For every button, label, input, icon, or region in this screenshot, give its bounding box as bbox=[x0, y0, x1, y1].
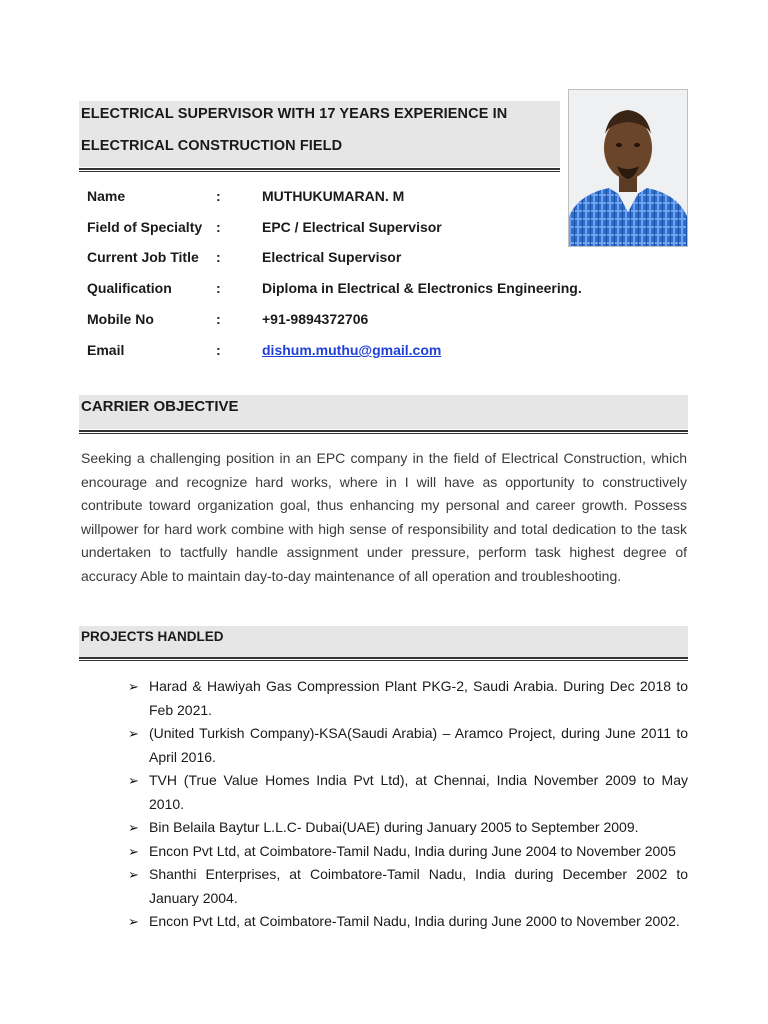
detail-label: Field of Specialty bbox=[87, 219, 203, 235]
objective-section-header bbox=[79, 395, 688, 429]
detail-colon: : bbox=[216, 342, 221, 358]
detail-colon: : bbox=[216, 311, 221, 327]
project-text: (United Turkish Company)-KSA(Saudi Arabia) – Aramco Project, during June 2011 to April 2016. bbox=[149, 725, 688, 765]
list-item bbox=[128, 816, 688, 840]
detail-colon: : bbox=[216, 219, 221, 235]
detail-value: Diploma in Electrical & Electronics Engineering. bbox=[262, 280, 582, 296]
detail-row-mobile bbox=[87, 311, 707, 333]
project-text: Encon Pvt Ltd, at Coimbatore-Tamil Nadu, India during June 2004 to November 2005 bbox=[149, 842, 676, 859]
projects-heading: PROJECTS HANDLED bbox=[81, 629, 224, 644]
list-item bbox=[128, 769, 688, 816]
list-item bbox=[128, 910, 688, 934]
detail-row-email bbox=[87, 342, 707, 364]
email-link[interactable]: dishum.muthu@gmail.com bbox=[262, 342, 442, 358]
headline-divider bbox=[79, 168, 560, 170]
detail-colon: : bbox=[216, 249, 221, 265]
objective-divider bbox=[79, 430, 688, 432]
arrow-bullet-icon: ➢ bbox=[128, 679, 139, 694]
detail-value: EPC / Electrical Supervisor bbox=[262, 219, 442, 235]
detail-value: Electrical Supervisor bbox=[262, 249, 402, 265]
projects-section-header bbox=[79, 626, 688, 657]
arrow-bullet-icon: ➢ bbox=[128, 843, 139, 859]
arrow-bullet-icon: ➢ bbox=[128, 773, 139, 788]
projects-divider bbox=[79, 657, 688, 659]
project-text: Harad & Hawiyah Gas Compression Plant PKG-2, Saudi Arabia. During Dec 2018 to Feb 2021. bbox=[149, 678, 688, 718]
list-item bbox=[128, 863, 688, 910]
arrow-bullet-icon: ➢ bbox=[128, 726, 139, 741]
detail-label: Email bbox=[87, 342, 125, 358]
headline-line-2: ELECTRICAL CONSTRUCTION FIELD bbox=[81, 138, 343, 154]
project-text: Shanthi Enterprises, at Coimbatore-Tamil Nadu, India during December 2002 to January 2004. bbox=[149, 866, 688, 906]
list-item bbox=[128, 722, 688, 769]
project-text: Bin Belaila Baytur L.L.C- Dubai(UAE) during January 2005 to September 2009. bbox=[149, 819, 639, 835]
detail-row-specialty bbox=[87, 219, 707, 241]
detail-colon: : bbox=[216, 280, 221, 296]
objective-heading: CARRIER OBJECTIVE bbox=[81, 398, 239, 415]
headline-line-1: ELECTRICAL SUPERVISOR WITH 17 YEARS EXPERIENCE IN bbox=[81, 106, 508, 122]
arrow-bullet-icon: ➢ bbox=[128, 867, 139, 882]
list-item bbox=[128, 840, 688, 864]
arrow-bullet-icon: ➢ bbox=[128, 820, 139, 835]
detail-value: +91-9894372706 bbox=[262, 311, 369, 327]
detail-row-job-title bbox=[87, 249, 707, 271]
detail-row-qualification bbox=[87, 280, 707, 302]
project-text: Encon Pvt Ltd, at Coimbatore-Tamil Nadu, India during June 2000 to November 2002. bbox=[149, 913, 680, 929]
detail-label: Current Job Title bbox=[87, 249, 199, 265]
detail-label: Name bbox=[87, 188, 126, 204]
detail-label: Qualification bbox=[87, 280, 172, 296]
detail-label: Mobile No bbox=[87, 311, 154, 327]
arrow-bullet-icon: ➢ bbox=[128, 914, 139, 929]
projects-list bbox=[128, 675, 688, 934]
objective-paragraph: Seeking a challenging position in an EPC company in the field of Electrical Construction, which encourage and recognize hard works, where in I will have as opportunity to constructively contribute toward organization goal, thus enhancing my personal and career growth. Possess willpower for hard work combine with high sense of responsibility and total dedication to the task undertaken to tactfully handle assignment under pressure, perform task highest degree of accuracy Able to maintain day-to-day maintenance of all operation and troubleshooting. bbox=[81, 450, 687, 584]
list-item bbox=[128, 675, 688, 722]
headline-banner bbox=[79, 101, 560, 167]
detail-value: MUTHUKUMARAN. M bbox=[262, 188, 405, 204]
detail-colon: : bbox=[216, 188, 221, 204]
project-text: TVH (True Value Homes India Pvt Ltd), at Chennai, India November 2009 to May 2010. bbox=[149, 772, 688, 812]
detail-row-name bbox=[87, 188, 707, 210]
